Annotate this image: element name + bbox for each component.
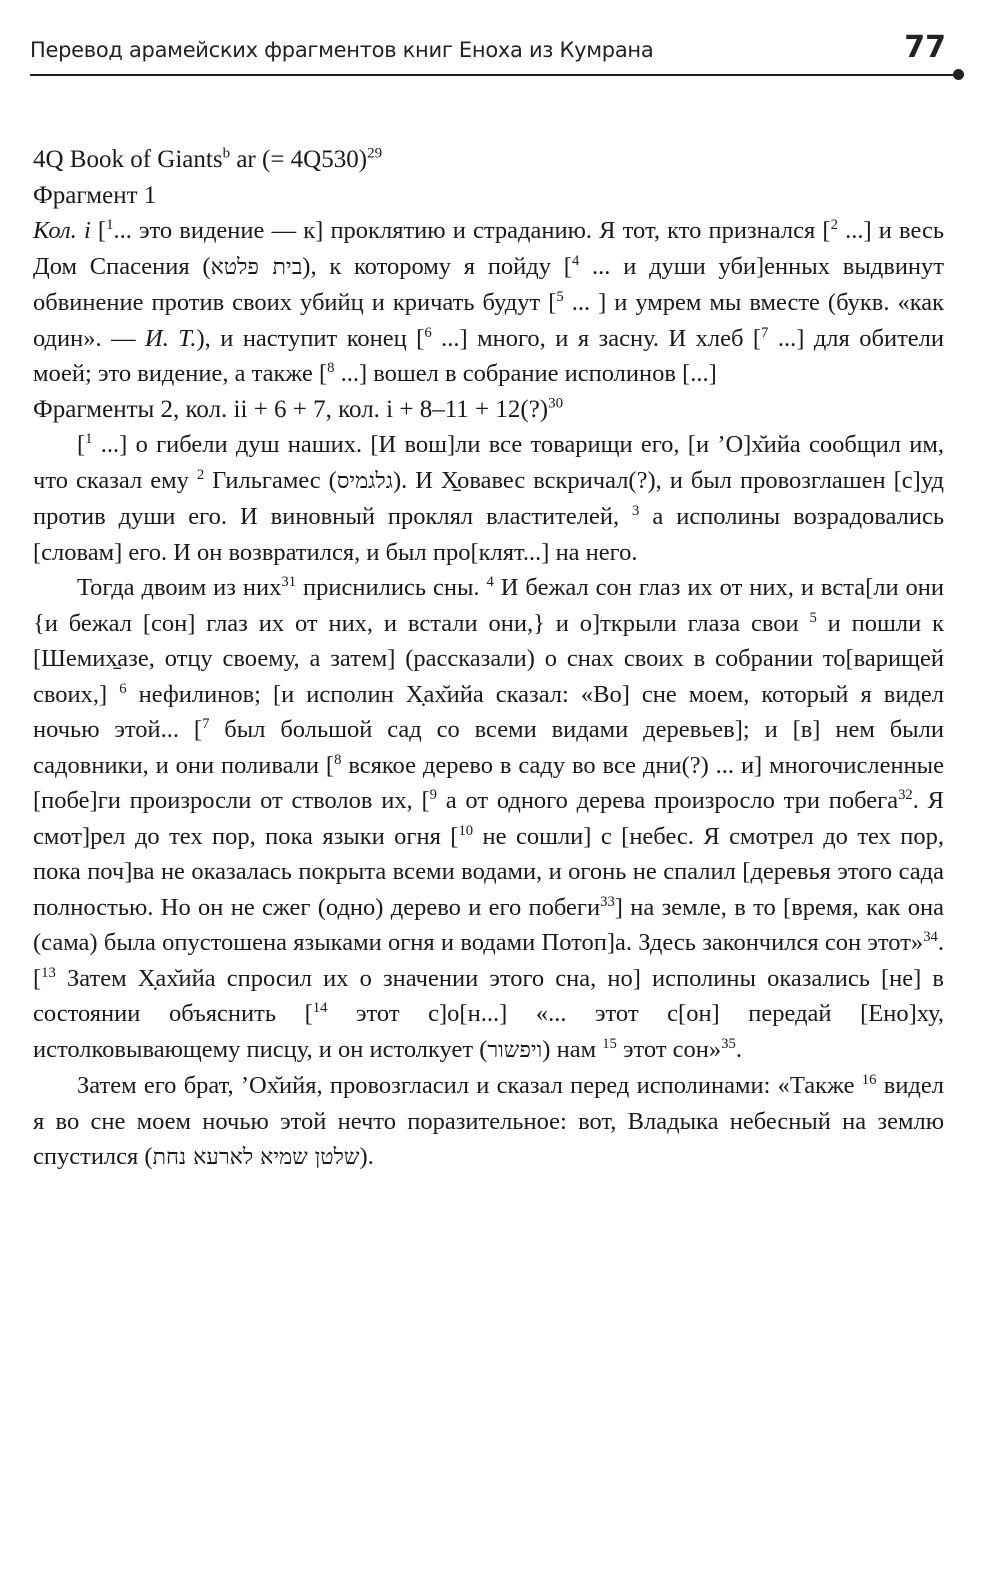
fragments-heading-text: Фрагменты 2, кол. ii + 6 + 7, кол. i + 8–11 + 12(?)	[33, 395, 549, 423]
fragment-1-heading: Фрагмент 1	[33, 181, 157, 209]
paragraph-3	[33, 1068, 944, 1176]
page-header	[30, 30, 958, 76]
line-number: 4	[571, 252, 580, 269]
line-number: 7	[202, 715, 210, 732]
text: этот с]о[н...] «... этот с[он] передай [Ено]ху, истолковывающему писцу, и он истолкует (	[33, 1000, 945, 1063]
text: [	[77, 431, 86, 458]
hebrew-phrase: שלטן שמיא לארעא נחת	[152, 1145, 360, 1170]
footnote-ref-33: 33	[600, 893, 615, 910]
text: ...] вошел в собрание исполинов [...]	[334, 360, 717, 387]
text: ...] о гибели душ наших. [И вош]ли все товарищи его, [и ’О]х̆ийа сообщил им, что сказал ему	[33, 431, 944, 494]
text: Тогда двоим из них	[77, 574, 282, 601]
text: ...] для обители моей; это видение, а также [	[33, 324, 944, 387]
text: ).	[359, 1143, 374, 1170]
column-label: Кол. i	[33, 217, 91, 244]
header-rule	[30, 74, 958, 76]
fragments-heading	[33, 392, 944, 428]
footnote-ref-34: 34	[923, 928, 938, 945]
line-number: 3	[632, 502, 640, 519]
text: ), к которому я пойду [	[302, 252, 572, 280]
line-number: 1	[106, 216, 114, 233]
text: ...] и весь Дом Спасения (	[33, 217, 944, 280]
text: ...] много, и я засну. И хлеб [	[431, 324, 762, 352]
text: и пошли к [Шемих̱азе, отцу своему, а затем] (рассказали) о снах своих в собрании то[варищей своих,]	[33, 609, 944, 708]
text: был большой сад со всеми видами деревьев]; и [в] нем были садовники, и они поливали [	[33, 716, 944, 779]
line-number: 2	[196, 466, 205, 483]
footnote-ref-32: 32	[898, 786, 913, 803]
footnote-ref-30: 30	[548, 395, 564, 412]
line-number: 16	[861, 1071, 877, 1088]
line-number: 6	[424, 324, 432, 341]
text: Затем Х̣ах̆ийа спросил их о значении этого сна, но] исполины оказались [не] в состоянии объяснить [	[33, 964, 944, 1027]
text: ). И Х̱овавес вскричал(?), и был провозглашен [с]уд против души его. И виновный проклял властителей,	[33, 466, 945, 530]
line-number: 15	[602, 1035, 617, 1052]
text: приснились сны.	[296, 574, 487, 601]
text: ] на земле, в то [время, как она (сама) была опустошена языками огня и водами Потоп]а. Здесь закончился сон этот»	[33, 893, 944, 956]
text: а исполины возрадовались [словам] его. И он возвратился, и был про[клят...] на него.	[33, 503, 945, 566]
running-head: Перевод арамейских фрагментов книг Еноха из Кумрана	[30, 38, 654, 62]
line-number: 14	[312, 999, 328, 1016]
hebrew-phrase: ויפשור	[487, 1037, 543, 1063]
page-number: 77	[904, 30, 946, 65]
line-number: 5	[809, 609, 817, 626]
text: [	[90, 217, 107, 244]
text: . [	[33, 929, 944, 992]
text: ... ] и умрем мы вместе (букв. «как один». —	[33, 289, 945, 352]
text: видел я во сне моем ночью этой нечто поразительное: вот, Владыка небесный на землю спустился (	[33, 1072, 944, 1170]
title-text: 4Q Book of Giants	[33, 146, 223, 173]
line-number: 1	[85, 430, 93, 447]
text: ... и души уби]енных выдвинут обвинение против своих убийц и кричать будут [	[33, 252, 944, 316]
header-rule-dot	[953, 69, 964, 80]
line-number: 5	[556, 288, 564, 305]
line-number: 8	[334, 751, 342, 768]
editor-initials: И. Т.	[145, 324, 197, 352]
line-number: 2	[830, 216, 838, 233]
footnote-ref-35: 35	[721, 1035, 736, 1052]
text: Гильгамес (	[204, 466, 337, 494]
line-number: 6	[119, 680, 127, 697]
text: И бежал сон глаз их от них, и вста[ли они {и бежал [сон] глаз их от них, и встали они,} и о]ткрыли глаза свои	[33, 574, 944, 637]
text: а от одного дерева произросло три побега	[437, 787, 899, 814]
line-number: 7	[761, 324, 769, 341]
footnote-ref-31: 31	[281, 573, 297, 590]
document-title	[33, 142, 944, 178]
paragraph-1	[33, 427, 944, 570]
line-number: 4	[486, 573, 494, 590]
text: нефилинов; [и исполин Х̣ах̆ийа сказал: «Во] сне моем, который я видел ночью этой... [	[33, 680, 945, 743]
footnote-ref-29: 29	[367, 145, 383, 162]
text: не сошли] с [небес. Я смотрел до тех пор, пока поч]ва не оказалась покрыта всеми водами, и огонь не спалил [деревья этого сада полностью. Но он не сжег (одно) дерево и его побеги	[33, 822, 944, 921]
text: всякое дерево в саду во все дни(?) ... и] многочисленные [побе]ги произросли от стволов их, [	[33, 751, 945, 814]
line-number: 9	[429, 786, 437, 803]
hebrew-phrase: בית פלטא	[210, 254, 303, 280]
text: ... это видение — к] проклятию и страданию. Я тот, кто признался [	[113, 217, 831, 244]
text: .	[735, 1035, 742, 1063]
text: . Я смот]рел до тех пор, пока языки огня [	[33, 787, 945, 850]
line-number: 13	[41, 964, 56, 981]
hebrew-phrase: גלגמיס	[336, 468, 393, 494]
page-body	[33, 142, 944, 1176]
line-number: 10	[458, 822, 474, 839]
text: этот сон»	[616, 1035, 722, 1063]
paragraph-2	[33, 570, 944, 1068]
text: Затем его брат, ’Ох̆ийя, провозгласил и сказал перед исполинами: «Также	[77, 1072, 862, 1099]
title-text-2: ar (= 4Q530)	[230, 146, 368, 173]
text: ), и наступит конец [	[196, 324, 425, 352]
text: ) нам	[542, 1035, 603, 1063]
fragment-1-text	[33, 213, 944, 392]
line-number: 8	[327, 359, 335, 376]
title-superscript: b	[222, 145, 231, 162]
